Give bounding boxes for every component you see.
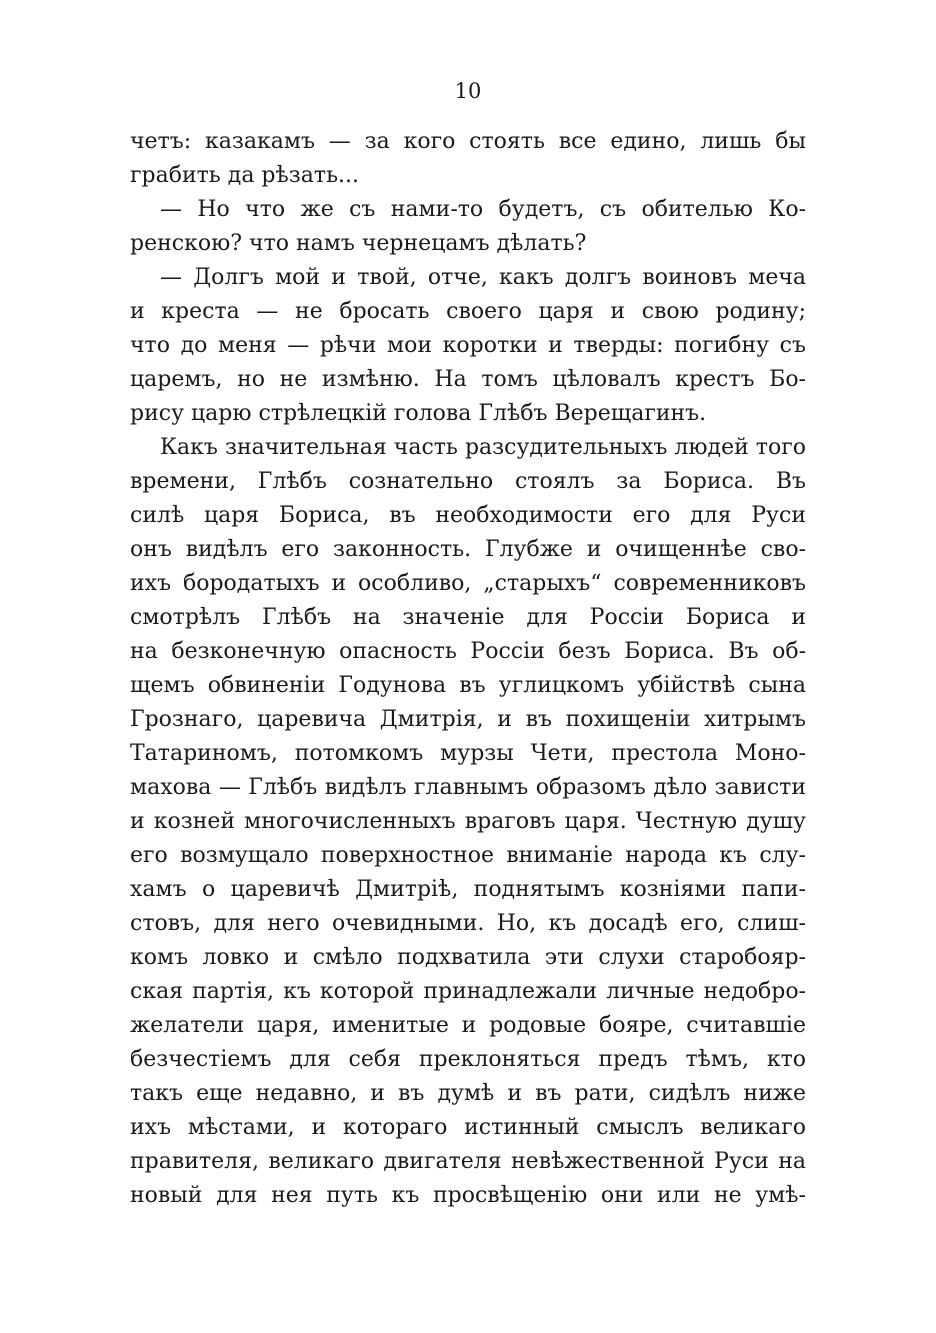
text-line: желатели царя, именитые и родовые бояре, считавшіе — [130, 1013, 806, 1038]
text-line: стовъ, для него очевидными. Но, къ досадѣ его, слиш- — [130, 911, 806, 936]
text-line: и козней многочисленныхъ враговъ царя. Честную душу — [130, 809, 806, 834]
text-line: рису царю стрѣлецкій голова Глѣбъ Верещагинъ. — [130, 401, 707, 426]
text-line: новый для нея путь къ просвѣщенію они или не умѣ- — [130, 1183, 806, 1208]
text-line: силѣ царя Бориса, въ необходимости его для Руси — [130, 503, 806, 528]
text-line: ихъ мѣстами, и котораго истинный смыслъ великаго — [130, 1115, 806, 1140]
text-line: ская партія, къ которой принадлежали личные недобро- — [130, 979, 806, 1004]
text-line: безчестіемъ для себя преклоняться предъ тѣмъ, кто — [130, 1047, 806, 1072]
text-line: такъ еще недавно, и въ думѣ и въ рати, сидѣлъ ниже — [130, 1081, 806, 1106]
text-line: Какъ значительная часть разсудительныхъ людей того — [160, 435, 806, 460]
text-line: его возмущало поверхностное вниманіе народа къ слу- — [130, 843, 806, 868]
text-line: онъ видѣлъ его законность. Глубже и очищеннѣе сво- — [130, 537, 806, 562]
page-number: 10 — [454, 79, 482, 103]
text-line: грабить да рѣзать... — [130, 163, 360, 188]
text-line: махова — Глѣбъ видѣлъ главнымъ образомъ дѣло зависти — [130, 775, 806, 800]
text-line: четъ: казакамъ — за кого стоять все едино, лишь бы — [130, 129, 806, 154]
text-line: на безконечную опасность Россіи безъ Бориса. Въ об- — [130, 639, 806, 664]
text-line: — Но что же съ нами-то будетъ, съ обителью Ко- — [160, 197, 806, 222]
body-text — [130, 125, 806, 1213]
text-line: ренскою? что намъ чернецамъ дѣлать? — [130, 231, 587, 256]
text-line: времени, Глѣбъ сознательно стоялъ за Бориса. Въ — [130, 469, 806, 494]
text-line: Татариномъ, потомкомъ мурзы Чети, престола Моно- — [130, 741, 806, 766]
text-line: и креста — не бросать своего царя и свою родину; — [130, 299, 806, 324]
text-line: царемъ, но не измѣню. На томъ цѣловалъ крестъ Бо- — [130, 367, 806, 392]
text-line: смотрѣлъ Глѣбъ на значеніе для Россіи Бориса и — [130, 605, 806, 630]
text-line: — Долгъ мой и твой, отче, какъ долгъ воиновъ меча — [160, 265, 806, 290]
text-line: хамъ о царевичѣ Дмитріѣ, поднятымъ козніями папи- — [130, 877, 806, 902]
text-line: ихъ бородатыхъ и особливо, „старыхъ“ современниковъ — [130, 571, 806, 596]
text-line: комъ ловко и смѣло подхватила эти слухи старобояр- — [130, 945, 806, 970]
text-line: щемъ обвиненіи Годунова въ углицкомъ убійствѣ сына — [130, 673, 806, 698]
text-line: правителя, великаго двигателя невѣжественной Руси на — [130, 1149, 806, 1174]
text-line: Грознаго, царевича Дмитрія, и въ похищеніи хитрымъ — [130, 707, 806, 732]
text-line: что до меня — рѣчи мои коротки и тверды: погибну съ — [130, 333, 806, 358]
